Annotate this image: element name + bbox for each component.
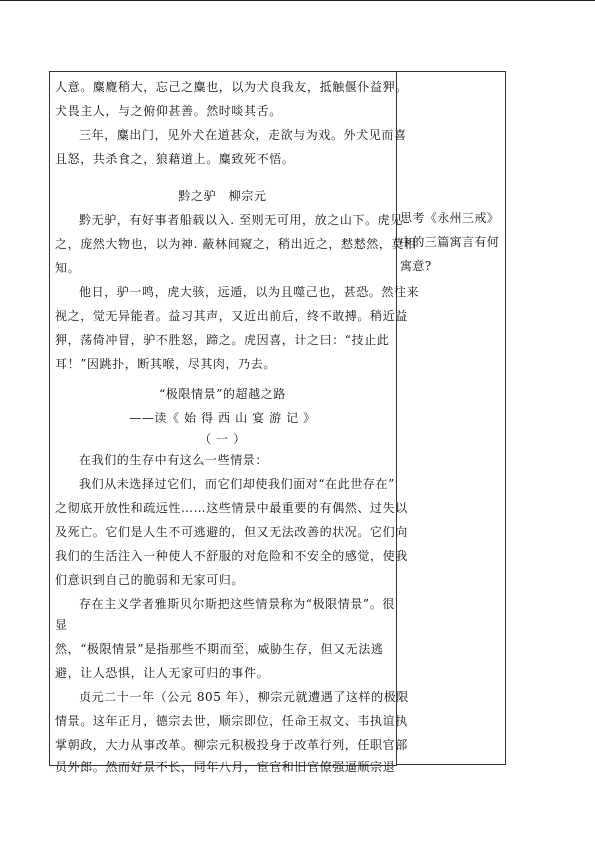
passage2-line-5: 视之，觉无异能者。益习其声，又近出前后，终不敢搏。稍近益 xyxy=(55,309,408,323)
essay-line-9: 然，“极限情景”是指那些不期而至，威胁生存，但又无法逃 xyxy=(55,642,384,656)
essay-line-13: 掌朝政，大力从事改革。柳宗元积极投身于改革行列，任职官部 xyxy=(55,738,408,752)
essay-line-2: 我们从未选择过它们，而它们却使我们面对“在此世存在” xyxy=(79,477,395,491)
passage2-line-4: 他日，驴一鸣，虎大骇，远遁，以为且噬己也，甚恐。然往来 xyxy=(79,285,420,299)
passage2-line-7: 耳！”因跳扑，断其喉，尽其肉，乃去。 xyxy=(55,357,276,371)
essay-line-14: 员外郎。然而好景不长，同年八月，宦官和旧官僚强逼顺宗退 xyxy=(55,760,396,774)
table-right-border xyxy=(505,71,506,765)
essay-line-1: 在我们的生存中有这么一些情景： xyxy=(79,453,269,467)
essay-line-12: 情景。这年正月，德宗去世，顺宗即位，任命王叔文、韦执谊执 xyxy=(55,714,408,728)
essay-line-11: 贞元二十一年（公元 805 年），柳宗元就遭遇了这样的极限 xyxy=(79,690,409,704)
passage2-line-1: 黔无驴，有好事者船载以入. 至则无可用，放之山下。虎见 xyxy=(79,213,403,227)
sidebar-note-line-2: 中的三篇寓言有何 xyxy=(400,235,500,249)
passage1-line-4: 且怒，共杀食之，狼藉道上。麋致死不悟。 xyxy=(55,152,295,166)
sidebar-note-line-3: 寓意? xyxy=(400,259,432,273)
table-right-bottom-border xyxy=(396,764,506,765)
passage2-line-2: 之，庞然大物也，以为神. 蔽林间窥之，稍出近之，慭慭然，莫相 xyxy=(55,237,417,251)
essay-line-7: 存在主义学者雅斯贝尔斯把这些情景称为“极限情景”。很 xyxy=(79,597,395,611)
essay-section-number: （ 一 ） xyxy=(199,432,246,446)
passage2-title: 黔之驴 柳宗元 xyxy=(178,189,267,203)
table-column-divider xyxy=(396,71,397,765)
page-top-rule xyxy=(0,0,595,1)
passage1-line-3: 三年，麋出门，见外犬在道甚众，走欲与为戏。外犬见而喜 xyxy=(79,128,407,142)
essay-line-8: 显 xyxy=(55,618,68,632)
essay-line-4: 及死亡。它们是人生不可逃避的，但又无法改善的状况。它们向 xyxy=(55,525,408,539)
passage2-line-6: 狎，荡倚冲冒，驴不胜怒，蹄之。虎因喜，计之曰：“技止此 xyxy=(55,333,390,347)
essay-line-3: 之彻底开放性和疏远性……这些情景中最重要的有偶然、过失以 xyxy=(55,501,408,515)
essay-line-6: 们意识到自己的脆弱和无家可归。 xyxy=(55,573,245,587)
passage1-line-1: 人意。麋麑稍大，忘己之麋也，以为犬良我友，抵触偃仆益狎。 xyxy=(55,80,408,94)
passage1-line-2: 犬畏主人，与之俯仰甚善。然时啖其舌。 xyxy=(55,104,282,118)
sidebar-note-line-1: 思考《永州三戒》 xyxy=(400,211,500,225)
essay-line-10: 避，让人恐惧，让人无家可归的事件。 xyxy=(55,666,270,680)
essay-subtitle: ——读《 始 得 西 山 宴 游 记 》 xyxy=(129,411,316,425)
essay-title: “极限情景”的超越之路 xyxy=(159,387,286,401)
table-right-top-border xyxy=(396,71,506,72)
essay-line-5: 我们的生活注入一种使人不舒服的对危险和不安全的感觉，使我 xyxy=(55,549,408,563)
passage2-line-3: 知。 xyxy=(55,261,81,275)
